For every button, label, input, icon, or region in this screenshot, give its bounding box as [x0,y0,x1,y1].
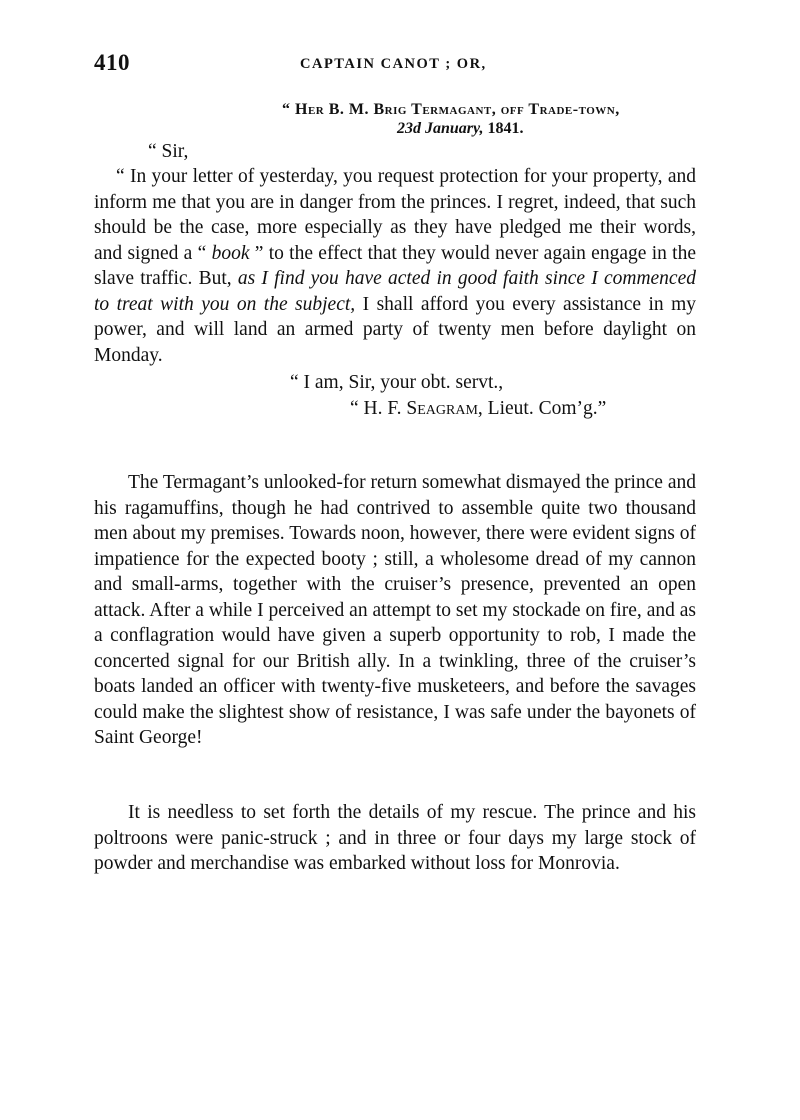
dateline-year: 1841. [483,120,524,137]
running-head: CAPTAIN CANOT ; OR, [300,56,487,72]
page-number: 410 [94,50,130,75]
signature-suffix: , Lieut. Com’g.” [477,398,607,419]
letter-body-italic: as I find you have acted in good faith since I commenced to treat with you on the subject, [94,268,696,315]
letter-body-part3: I shall afford you every assistance in my power, and will land an armed party of twenty men before daylight on Monday. [94,293,697,366]
dateline-day: 23d January, [397,120,484,137]
dateline-date [282,119,712,138]
page-header [94,50,700,80]
letter-signature [350,396,606,422]
letter-body-part1: “ In your letter of yesterday, you request protection for your property, and inform me that you are in danger from the princes. I regret, indeed, that such should be the case, more especially as they have pledged me their words, and signed a “ [94,166,696,264]
letter-body-part2: ” to the effect that they would never again engage in the slave traffic. But, [94,242,696,289]
letter-body [94,164,696,368]
signature-name: Seagram [406,398,478,419]
paragraph-termagant-return: The Termagant’s unlooked-for return somewhat dismayed the prince and his ragamuffins, though he had contrived to assemble quite two thousand men about my premises. Towards noon, however, there were evident signs of impatience for the expected booty ; still, a wholesome dread of my cannon and small-arms, together with the cruiser’s presence, prevented an open attack. After a while I perceived an attempt to set my stockade on fire, and as a conflagration would have given a superb opportunity to rob, I made the concerted signal for our British ally. In a twinkling, three of the cruiser’s boats landed an officer with twenty-five musketeers, and before the savages could make the slightest show of resistance, I was safe under the bayonets of Saint George! [94,472,696,748]
letter-salutation: “ Sir, [148,141,189,162]
letter-closing: “ I am, Sir, your obt. servt., [290,372,504,393]
letter-dateline [282,100,712,138]
paragraph-rescue: It is needless to set forth the details of my rescue. The prince and his poltroons were panic-struck ; and in three or four days my large stock of powder and merchandise was embarked without loss for Monrovia. [94,802,696,874]
signature-prefix: “ H. F. [350,398,407,419]
dateline-place: “ Her B. M. Brig Termagant, off Trade-town, [282,101,620,118]
letter-body-book: book [211,242,250,264]
